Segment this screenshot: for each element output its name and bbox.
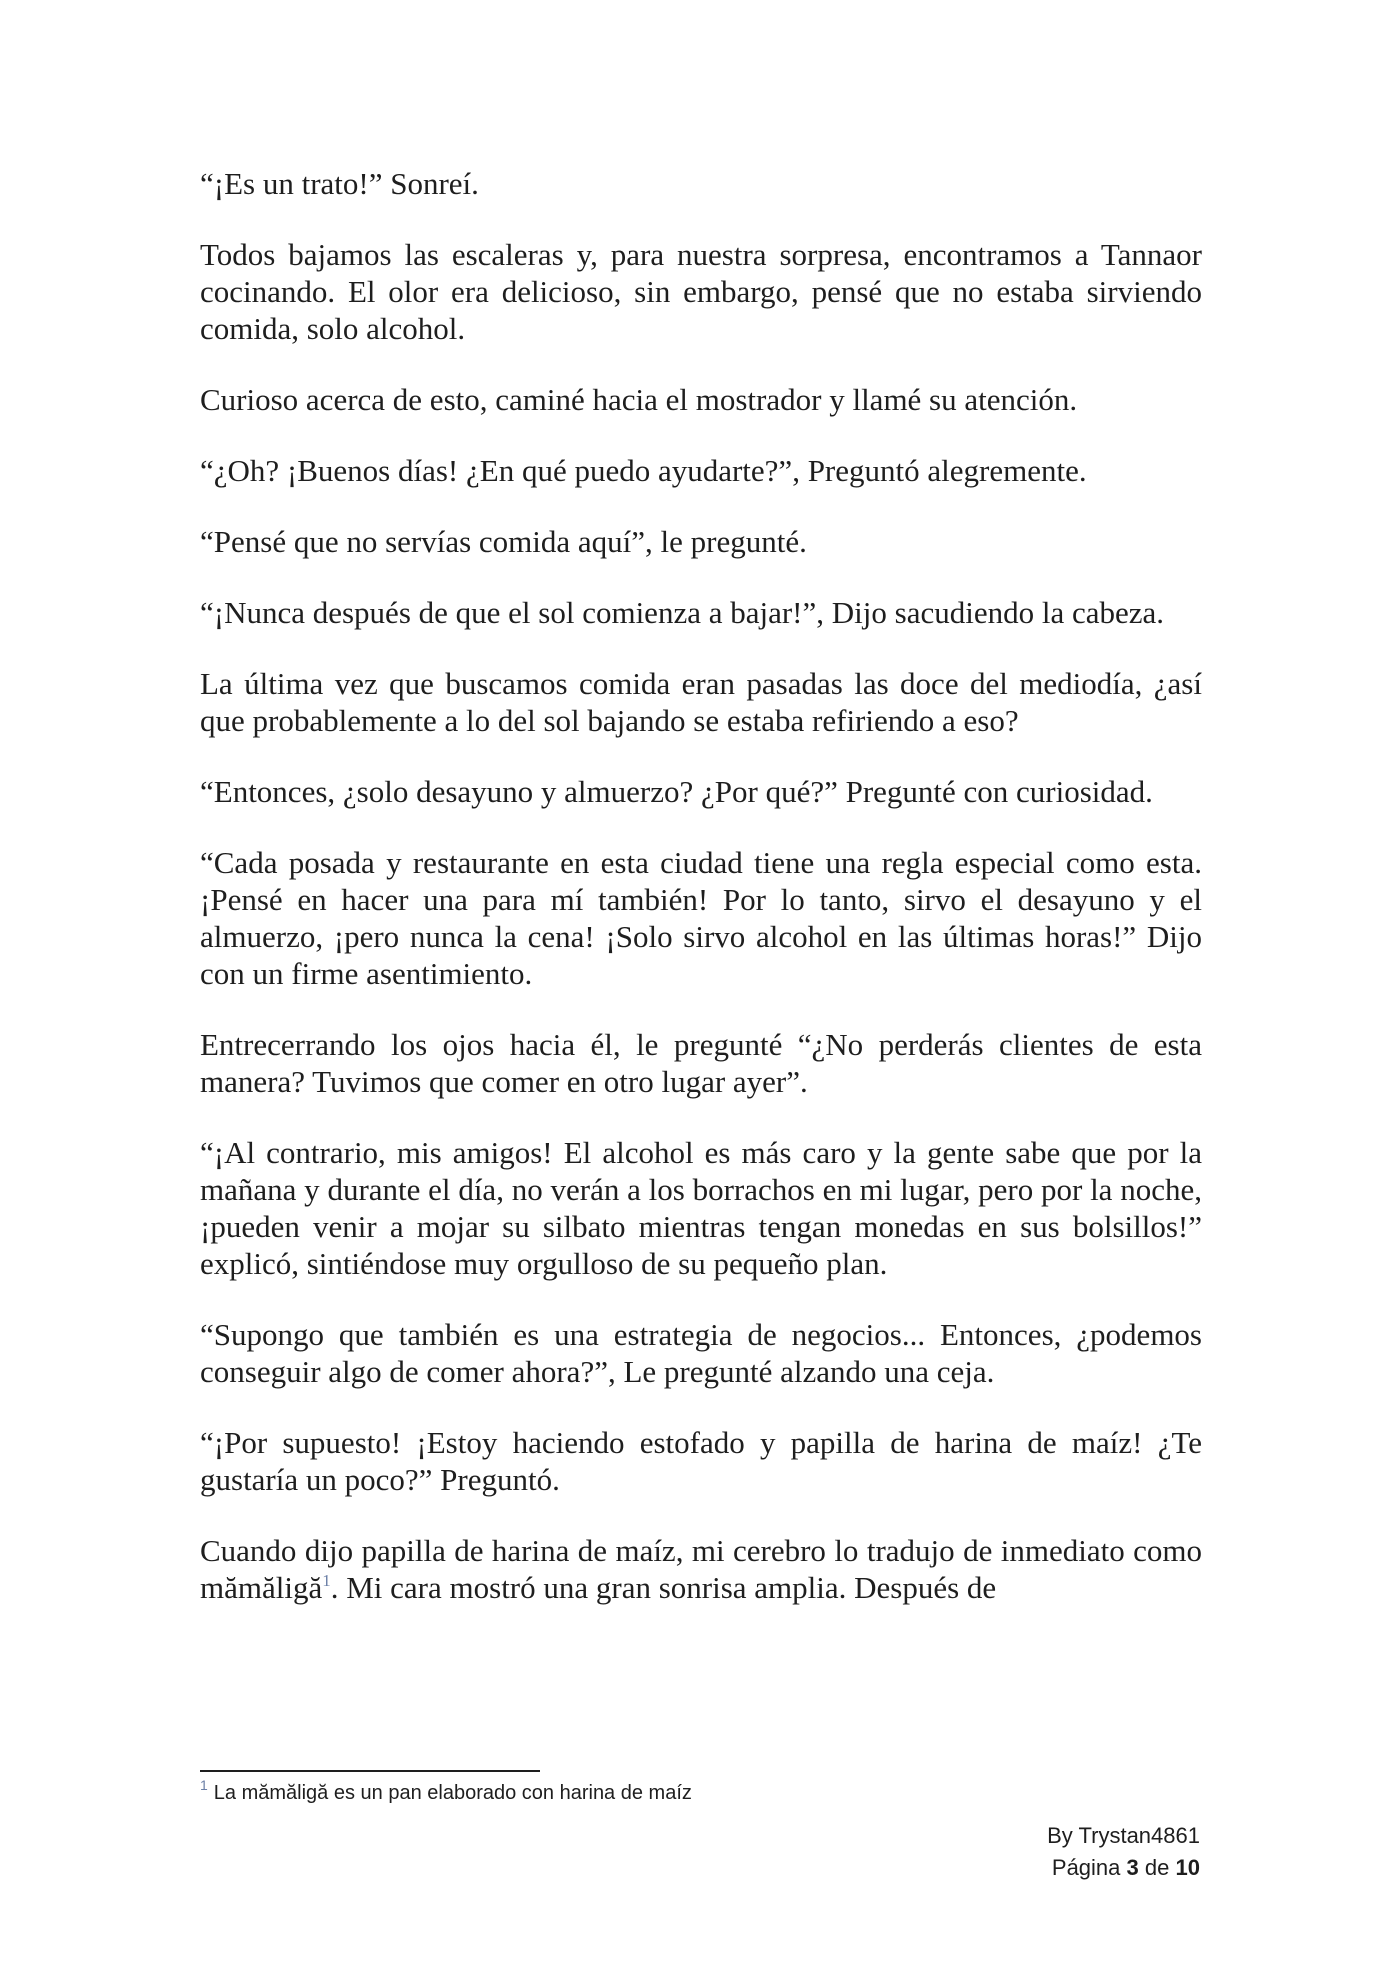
paragraph-14-text-start: Cuando dijo papilla de harina de maíz, mi cerebro lo tradujo de inmediato como mămăligă — [200, 1533, 1202, 1605]
paragraph-2: Todos bajamos las escaleras y, para nuestra sorpresa, encontramos a Tannaor cocinando. El olor era delicioso, sin embargo, pensé que no estaba sirviendo comida, solo alcohol. — [200, 237, 1202, 346]
paragraph-6: “¡Nunca después de que el sol comienza a bajar!”, Dijo sacudiendo la cabeza. — [200, 595, 1164, 630]
paragraph-14-text-end: . Mi cara mostró una gran sonrisa amplia. Después de — [330, 1570, 997, 1605]
paragraph-4: “¿Oh? ¡Buenos días! ¿En qué puedo ayudarte?”, Preguntó alegremente. — [200, 453, 1087, 488]
footnote-reference[interactable]: 1 — [322, 1571, 331, 1590]
page-number — [1047, 1852, 1200, 1884]
of-word: de — [1144, 1855, 1170, 1880]
paragraph-11: “¡Al contrario, mis amigos! El alcohol es más caro y la gente sabe que por la mañana y durante el día, no verán a los borrachos en mi lugar, pero por la noche, ¡pueden venir a mojar su silbato mientras tengan monedas en sus bolsillos!” explicó, sintiéndose muy orgulloso de su pequeño plan. — [200, 1135, 1202, 1281]
paragraph-12: “Supongo que también es una estrategia de negocios... Entonces, ¿podemos conseguir algo de comer ahora?”, Le pregunté alzando una ceja. — [200, 1317, 1202, 1389]
paragraph-1: “¡Es un trato!” Sonreí. — [200, 166, 479, 201]
footer-author: By Trystan4861 — [1047, 1823, 1200, 1848]
page-total: 10 — [1175, 1855, 1200, 1880]
footnote-text: La mămăligă es un pan elaborado con harina de maíz — [213, 1782, 692, 1804]
paragraph-14 — [200, 1532, 1202, 1606]
footnote — [200, 1777, 1200, 1806]
page-current: 3 — [1126, 1855, 1139, 1880]
paragraph-8: “Entonces, ¿solo desayuno y almuerzo? ¿Por qué?” Pregunté con curiosidad. — [200, 774, 1153, 809]
page-word: Página — [1051, 1855, 1121, 1880]
page-footer — [1047, 1820, 1200, 1884]
paragraph-3: Curioso acerca de esto, caminé hacia el mostrador y llamé su atención. — [200, 382, 1078, 417]
paragraph-9: “Cada posada y restaurante en esta ciudad tiene una regla especial como esta. ¡Pensé en hacer una para mí también! Por lo tanto, sirvo el desayuno y el almuerzo, ¡pero nunca la cena! ¡Solo sirvo alcohol en las últimas horas!” Dijo con un firme asentimiento. — [200, 845, 1202, 991]
footnote-number: 1 — [200, 1777, 208, 1793]
paragraph-13: “¡Por supuesto! ¡Estoy haciendo estofado y papilla de harina de maíz! ¿Te gustaría un poco?” Preguntó. — [200, 1425, 1202, 1497]
paragraph-7: La última vez que buscamos comida eran pasadas las doce del mediodía, ¿así que probablemente a lo del sol bajando se estaba refiriendo a eso? — [200, 666, 1202, 738]
paragraph-10: Entrecerrando los ojos hacia él, le pregunté “¿No perderás clientes de esta manera? Tuvimos que comer en otro lugar ayer”. — [200, 1027, 1202, 1099]
body-text — [200, 165, 1202, 1606]
footnote-separator — [200, 1770, 540, 1772]
paragraph-5: “Pensé que no servías comida aquí”, le pregunté. — [200, 524, 807, 559]
